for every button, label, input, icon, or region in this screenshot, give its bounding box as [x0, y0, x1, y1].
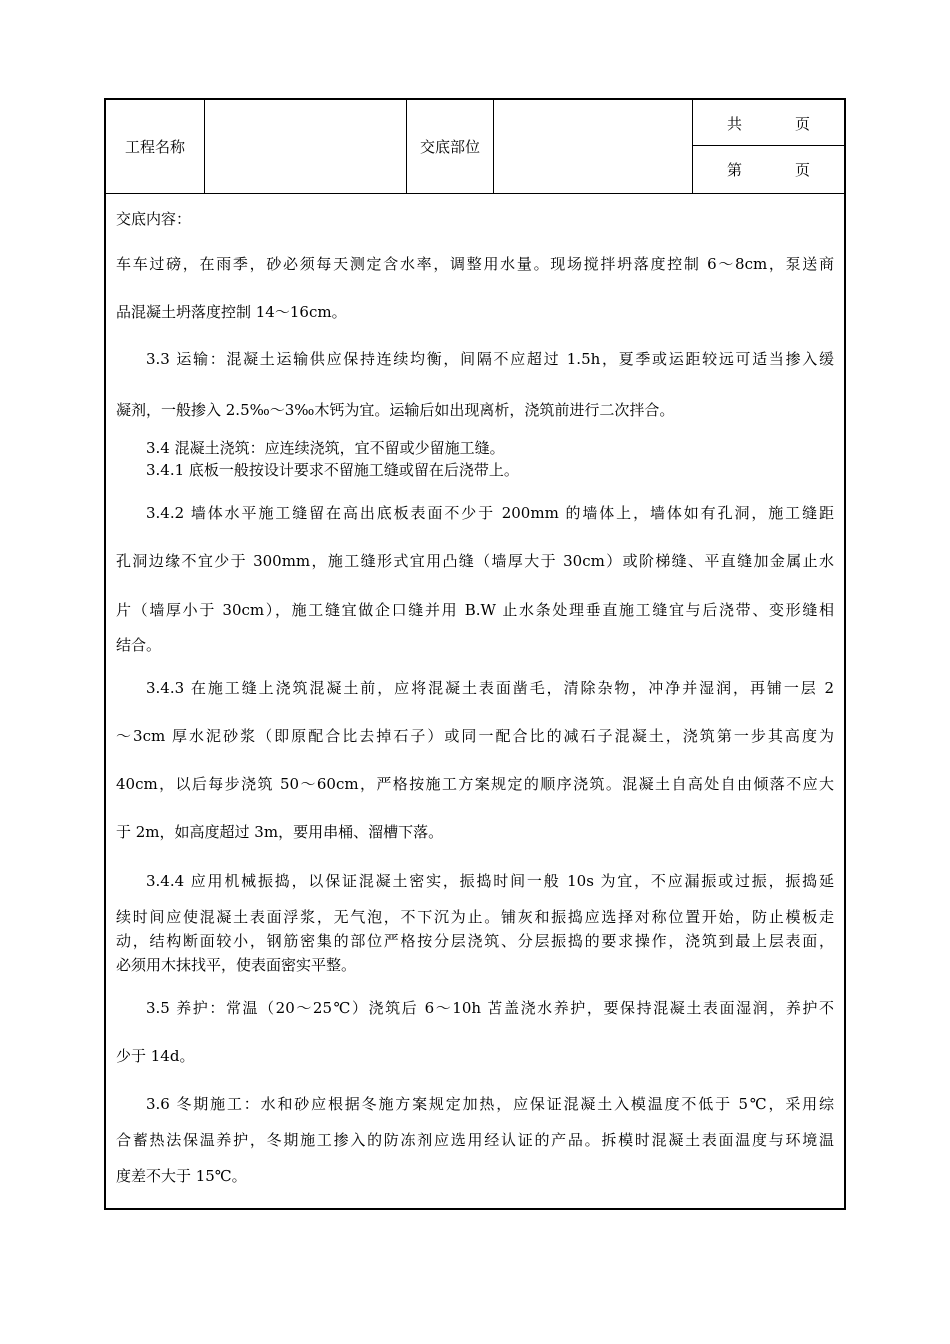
- content-line: 必须用木抹找平，使表面密实平整。: [116, 956, 357, 974]
- content-line: 3.4.3 在施工缝上浇筑混凝土前，应将混凝土表面凿毛，清除杂物，冲净并湿润，再铺一层 2: [146, 679, 834, 697]
- content-line: 凝剂，一般掺入 2.5‰～3‰木钙为宜。运输后如出现离析，浇筑前进行二次拌合。: [116, 401, 675, 419]
- content-line: 结合。: [116, 636, 162, 654]
- form-header: [106, 100, 844, 193]
- content-line: 品混凝土坍落度控制 14～16cm。: [116, 303, 347, 321]
- location-value: [494, 100, 693, 193]
- content-line: 3.3 运输：混凝土运输供应保持连续均衡，间隔不应超过 1.5h，夏季或运距较远可适当掺入缓: [146, 350, 834, 368]
- content-line: 3.4.4 应用机械振捣，以保证混凝土密实，振捣时间一般 10s 为宜，不应漏振或过振，振捣延: [146, 872, 834, 890]
- page-number-label-2: 页: [795, 160, 811, 179]
- content-line: 孔洞边缘不宜少于 300mm，施工缝形式宜用凸缝（墙厚大于 30cm）或阶梯缝、平直缝加金属止水: [116, 552, 834, 570]
- project-name-value: [205, 100, 407, 193]
- content-line: 片（墙厚小于 30cm），施工缝宜做企口缝并用 B.W 止水条处理垂直施工缝宜与后浇带、变形缝相: [116, 601, 834, 619]
- content-line: 40cm，以后每步浇筑 50～60cm，严格按施工方案规定的顺序浇筑。混凝土自高处自由倾落不应大: [116, 775, 834, 793]
- total-pages-row: [693, 100, 844, 146]
- content-line: 续时间应使混凝土表面浮浆，无气泡，不下沉为止。铺灰和振捣应选择对称位置开始，防止模板走: [116, 908, 834, 926]
- content-line: 车车过磅，在雨季，砂必须每天测定含水率，调整用水量。现场搅拌坍落度控制 6～8cm，泵送商: [116, 255, 834, 273]
- content-line: 3.4 混凝土浇筑：应连续浇筑，宜不留或少留施工缝。: [146, 439, 505, 457]
- total-pages-label-2: 页: [795, 114, 811, 133]
- project-name-label: 工程名称: [106, 100, 205, 193]
- content-line: 合蓄热法保温养护，冬期施工掺入的防冻剂应选用经认证的产品。拆模时混凝土表面温度与环境温: [116, 1131, 834, 1149]
- content-line: 3.4.1 底板一般按设计要求不留施工缝或留在后浇带上。: [146, 461, 519, 479]
- location-label: 交底部位: [407, 100, 494, 193]
- content-line: 于 2m，如高度超过 3m，要用串桶、溜槽下落。: [116, 823, 444, 841]
- content-line: 度差不大于 15℃。: [116, 1167, 247, 1185]
- content-line: 3.5 养护：常温（20～25℃）浇筑后 6～10h 苫盖浇水养护，要保持混凝土表面湿润，养护不: [146, 999, 834, 1017]
- page-number-label-1: 第: [727, 160, 743, 179]
- content-line: 少于 14d。: [116, 1047, 195, 1065]
- content-line: ～3cm 厚水泥砂浆（即原配合比去掉石子）或同一配合比的减石子混凝土，浇筑第一步其高度为: [116, 727, 834, 745]
- disclosure-form: [104, 98, 846, 1210]
- content-title: 交底内容：: [116, 210, 192, 228]
- content-line: 3.4.2 墙体水平施工缝留在高出底板表面不少于 200mm 的墙体上，墙体如有孔洞，施工缝距: [146, 504, 834, 522]
- total-pages-label-1: 共: [727, 114, 743, 133]
- content-line: 3.6 冬期施工：水和砂应根据冬施方案规定加热，应保证混凝土入模温度不低于 5℃，采用综: [146, 1095, 834, 1113]
- content-line: 动，结构断面较小，钢筋密集的部位严格按分层浇筑、分层振捣的要求操作，浇筑到最上层表面，: [116, 932, 834, 950]
- header-divider: [106, 193, 844, 194]
- page-number-row: [693, 146, 844, 192]
